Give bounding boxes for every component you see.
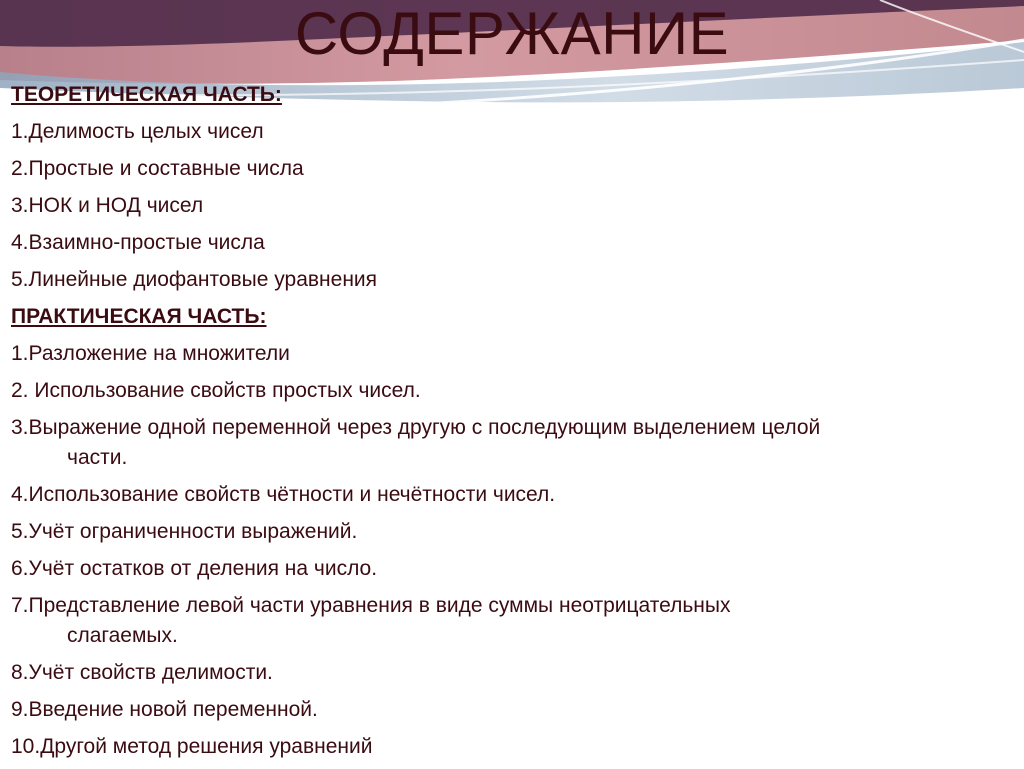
practice-list: [11, 339, 1011, 769]
list-item-text: 6.Учёт остатков от деления на число.: [11, 557, 378, 580]
list-item-text: 9.Введение новой переменной.: [11, 698, 318, 721]
list-item-continuation: слагаемых.: [67, 624, 178, 647]
list-item-text: 1.Разложение на множители: [11, 342, 290, 365]
list-item-text: 7.Представление левой части уравнения в виде суммы неотрицательных: [11, 594, 731, 617]
list-item: [11, 695, 1011, 732]
list-item-text: 5.Учёт ограниченности выражений.: [11, 520, 358, 543]
list-item: 2.Простые и составные числа: [11, 157, 304, 180]
list-item-text: 8.Учёт свойств делимости.: [11, 661, 273, 684]
list-item-text: 10.Другой метод решения уравнений: [11, 735, 373, 758]
list-item: [11, 554, 1011, 591]
list-item: 1.Делимость целых чисел: [11, 120, 264, 143]
list-item-text: 2. Использование свойств простых чисел.: [11, 379, 421, 402]
list-item: [11, 339, 1011, 376]
list-item: [11, 517, 1011, 554]
list-item-text: 4.Использование свойств чётности и нечётности чисел.: [11, 483, 556, 506]
list-item: [11, 376, 1011, 413]
list-item: [11, 480, 1011, 517]
section-heading-practice: ПРАКТИЧЕСКАЯ ЧАСТЬ:: [11, 305, 267, 328]
list-item: [11, 591, 1011, 658]
list-item-continuation: части.: [67, 446, 128, 469]
theory-list: [11, 117, 1011, 302]
list-item: [11, 732, 1011, 769]
list-item: 5.Линейные диофантовые уравнения: [11, 268, 378, 291]
list-item: 3.НОК и НОД чисел: [11, 194, 204, 217]
list-item: [11, 413, 1011, 480]
section-heading-theory: ТЕОРЕТИЧЕСКАЯ ЧАСТЬ:: [11, 83, 282, 106]
slide-title: СОДЕРЖАНИЕ: [294, 0, 730, 67]
list-item-text: 3.Выражение одной переменной через другую с последующим выделением целой: [11, 416, 821, 439]
slide-content: [11, 80, 1011, 769]
list-item: 4.Взаимно-простые числа: [11, 231, 265, 254]
list-item: [11, 658, 1011, 695]
